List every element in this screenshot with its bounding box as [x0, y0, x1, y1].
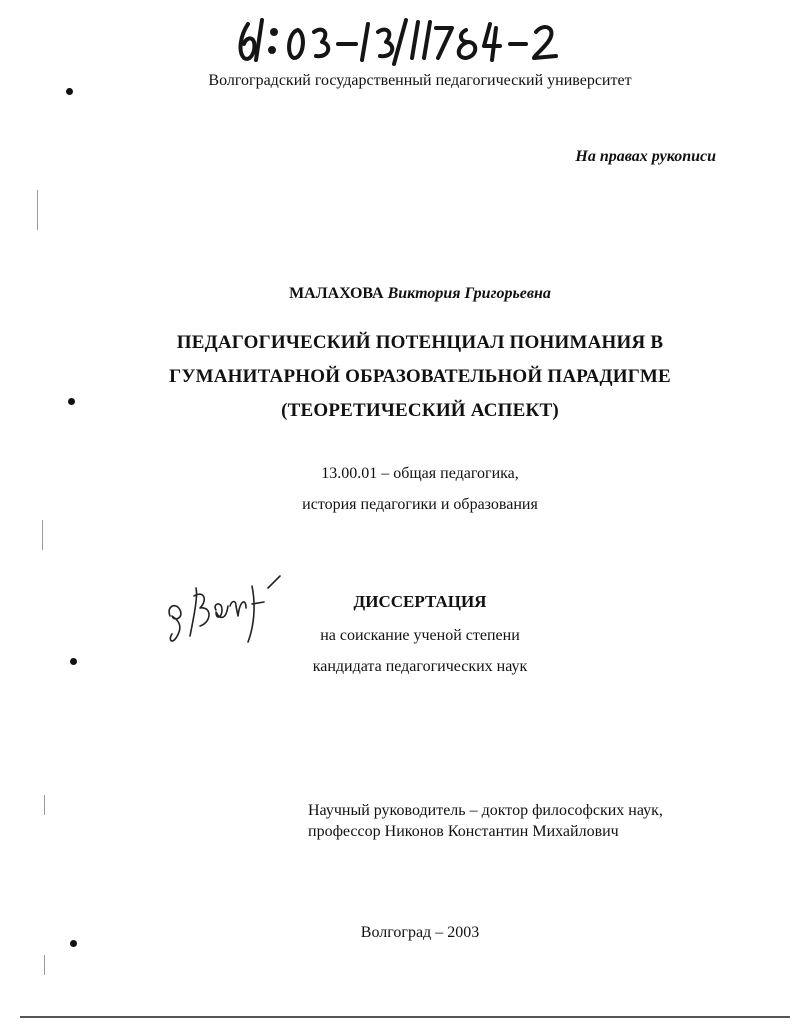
author-surname: МАЛАХОВА	[289, 285, 384, 302]
specialty-line: история педагогики и образования	[302, 496, 538, 513]
degree-line: на соискание ученой степени	[320, 627, 520, 644]
punch-hole	[70, 940, 77, 947]
university-name: Волгоградский государственный педагогический университет	[208, 72, 632, 89]
punch-hole	[66, 88, 73, 95]
supervisor-line: Научный руководитель – доктор философских наук,	[308, 802, 663, 819]
rights-note: На правах рукописи	[575, 148, 716, 165]
punch-hole	[68, 398, 75, 405]
scan-edge-line	[37, 190, 38, 230]
specialty-code	[100, 458, 740, 520]
title-line: (ТЕОРЕТИЧЕСКИЙ АСПЕКТ)	[281, 400, 559, 421]
scientific-supervisor	[308, 800, 768, 842]
author-given-names: Виктория Григорьевна	[387, 285, 551, 302]
supervisor-line: профессор Никонов Константин Михайлович	[308, 823, 619, 840]
degree-description	[250, 620, 590, 682]
dissertation-title	[100, 326, 740, 428]
dissertation-heading: ДИССЕРТАЦИЯ	[353, 592, 487, 611]
punch-hole	[70, 658, 77, 665]
title-line: ПЕДАГОГИЧЕСКИЙ ПОТЕНЦИАЛ ПОНИМАНИЯ В	[176, 332, 664, 353]
city-year: Волгоград – 2003	[360, 924, 480, 941]
author-name	[100, 285, 740, 303]
scan-bottom-edge	[20, 1016, 790, 1018]
scan-edge-line	[42, 520, 43, 550]
scan-edge-line	[44, 795, 45, 815]
degree-line: кандидата педагогических наук	[312, 658, 528, 675]
title-line: ГУМАНИТАРНОЙ ОБРАЗОВАТЕЛЬНОЙ ПАРАДИГМЕ	[169, 366, 671, 387]
handwritten-archive-code	[230, 6, 590, 68]
scan-edge-line	[44, 955, 45, 975]
specialty-line: 13.00.01 – общая педагогика,	[321, 465, 519, 482]
